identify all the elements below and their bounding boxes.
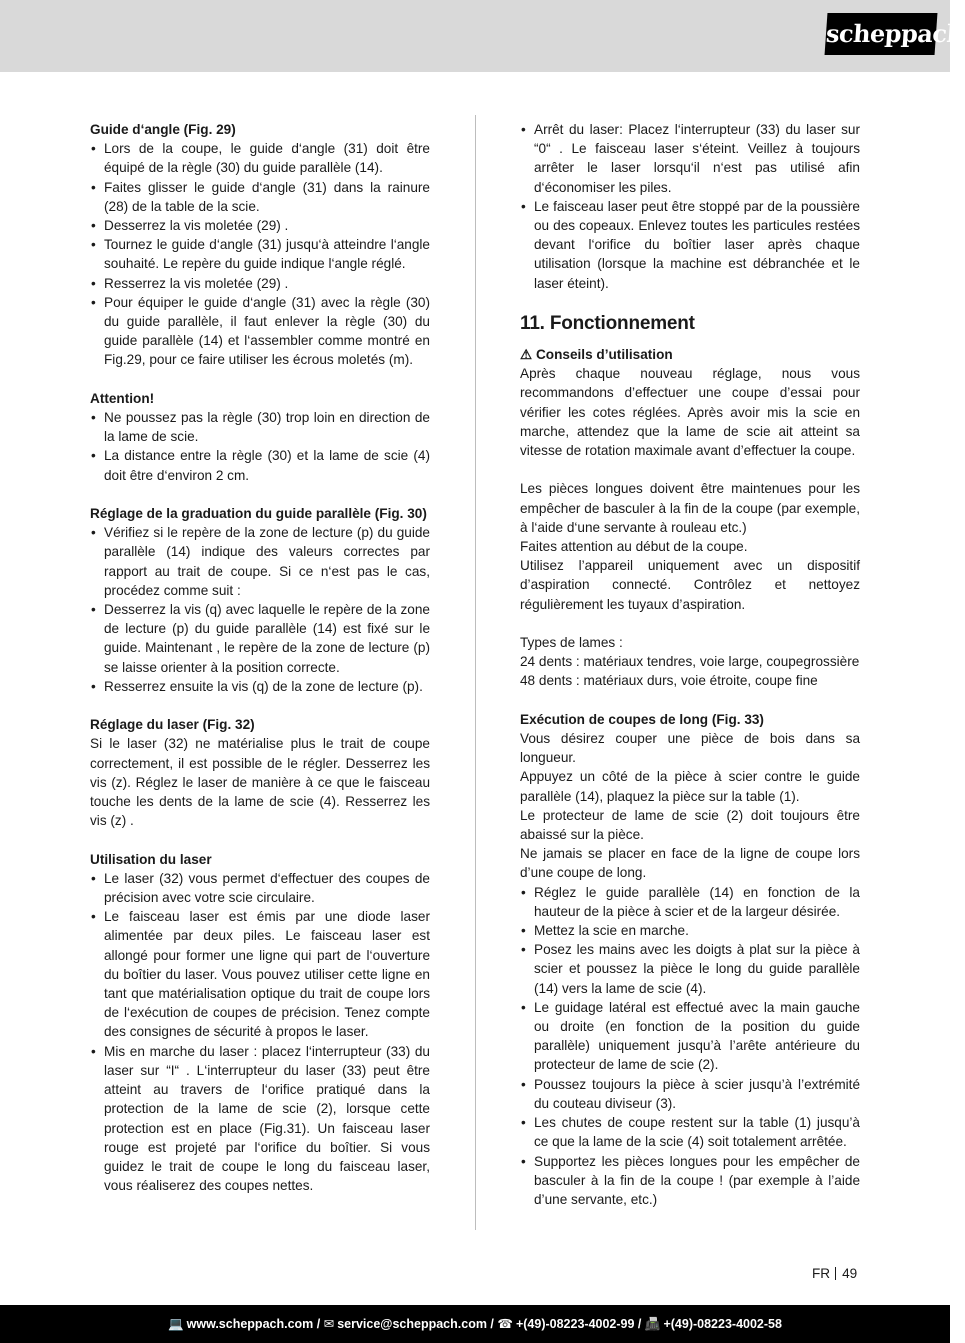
website-link[interactable]: www.scheppach.com	[186, 1317, 314, 1331]
page-number	[812, 1265, 857, 1283]
graduation-list	[90, 523, 430, 696]
blade-48-teeth: 48 dents : matériaux durs, voie étroite, coupe fine	[520, 673, 818, 689]
laser-adjust-text: Si le laser (32) ne matérialise plus le trait de coupe correctement, il est possible de le régler. Desserrez les vis (z). Réglez le laser de manière à ce que le faisceau touche les dents de la lame de scie (4). Resserrez les vis (z) .	[90, 736, 430, 829]
footer-bar	[0, 1305, 950, 1343]
angle-guide-list	[90, 139, 430, 369]
list-item: • Posez les mains avec les doigts à plat sur la pièce à scier et poussez la pièce le long du guide parallèle (14) vers la lame de scie (4).	[520, 940, 860, 998]
laser-adjust-heading: Réglage du laser (Fig. 32)	[90, 717, 255, 733]
laser-use-list	[90, 869, 430, 1195]
list-item: • Faites glisser le guide d‘angle (31) dans la rainure (28) de la table de la scie.	[90, 178, 430, 216]
page-number-value: 49	[842, 1266, 858, 1281]
list-item: • Vérifiez si le repère de la zone de lecture (p) du guide parallèle (14) indique des valeurs correctes par rapport au trait de coupe. Si ce n‘est pas le cas, procédez comme suit :	[90, 523, 430, 600]
list-item: • Tournez le guide d‘angle (31) jusqu‘à atteindre l‘angle souhaité. Le repère du guide indique l‘angle réglé.	[90, 235, 430, 273]
long-cut-heading: Exécution de coupes de long (Fig. 33)	[520, 711, 764, 727]
header-bar	[0, 0, 965, 72]
phone-icon: ☎	[497, 1317, 513, 1331]
separator: /	[313, 1317, 324, 1331]
list-item: • Le guidage latéral est effectué avec la main gauche ou droite (en fonction de la position du guide parallèle) uniquement jusqu’à l’arête antérieure du protecteur de lame de scie (2).	[520, 998, 860, 1075]
long-cut-text: Ne jamais se placer en face de la ligne de coupe lors d’une coupe de long.	[520, 846, 860, 881]
left-column	[90, 120, 430, 1195]
blade-24-teeth: 24 dents : matériaux tendres, voie large, coupegrossière	[520, 654, 860, 670]
blade-types-heading: Types de lames :	[520, 635, 623, 651]
list-item: • Lors de la coupe, le guide d‘angle (31) doit être équipé de la règle (30) du guide parallèle (14).	[90, 139, 430, 177]
language-code: FR	[812, 1266, 831, 1281]
warning-icon: ⚠	[520, 347, 533, 363]
long-cut-text: Vous désirez couper une pièce de bois dans sa longueur.	[520, 731, 860, 766]
fax-icon: 📠	[644, 1317, 661, 1331]
angle-guide-heading: Guide d‘angle (Fig. 29)	[90, 122, 236, 137]
list-item: • Le faisceau laser est émis par une diode laser alimentée par deux piles. Le faisceau laser est allongé pour former une ligne qui part de l‘ouverture du boîtier du laser. Vous pouvez utiliser cette ligne en tant que matérialisation optique du trait de coupe lors de l‘exécution de coupes de précision. Tenez compte des consignes de sécurité à propos le laser.	[90, 907, 430, 1041]
fax-number: +(49)-08223-4002-58	[663, 1317, 782, 1331]
list-item: • Resserrez la vis moletée (29) .	[90, 274, 430, 293]
list-item: • Desserrez la vis moletée (29) .	[90, 216, 430, 235]
laser-use-heading: Utilisation du laser	[90, 851, 212, 867]
separator: /	[634, 1317, 645, 1331]
laser-off-list	[520, 120, 860, 293]
graduation-heading: Réglage de la graduation du guide parallèle (Fig. 30)	[90, 506, 427, 522]
long-cut-list	[520, 883, 860, 1209]
list-item: • Le laser (32) vous permet d‘effectuer des coupes de précision avec votre scie circulaire.	[90, 869, 430, 907]
extraction-text: Utilisez l’appareil uniquement avec un dispositif d’aspiration connecté. Contrôlez et nettoyez régulièrement les tuyaux d’aspiration.	[520, 558, 860, 612]
list-item: • Poussez toujours la pièce à scier jusqu’à l’extrémité du couteau diviseur (3).	[520, 1075, 860, 1113]
long-pieces-text: Les pièces longues doivent être maintenues pour les empêcher de basculer à la fin de la coupe (par exemple, à l‘aide d‘une servante à rouleau etc.)	[520, 481, 860, 535]
long-cut-text: Le protecteur de lame de scie (2) doit toujours être abaissé sur la pièce.	[520, 807, 860, 843]
right-column	[520, 120, 860, 1209]
list-item: • La distance entre la règle (30) et la lame de scie (4) doit être d‘environ 2 cm.	[90, 446, 430, 484]
brand-logo: scheppach	[825, 13, 938, 55]
section-title: 11. Fonctionnement	[520, 313, 695, 335]
list-item: • Mettez la scie en marche.	[520, 921, 860, 940]
list-item: • Réglez le guide parallèle (14) en fonction de la hauteur de la pièce à scier et de la largeur désirée.	[520, 883, 860, 921]
column-divider	[475, 115, 476, 1230]
list-item: • Le faisceau laser peut être stoppé par de la poussière ou des copeaux. Enlevez toutes les particules restées devant l‘orifice du boîtier laser après chaque utilisation (lorsque la machine est débranchée et le laser éteint).	[520, 197, 860, 293]
list-item: • Desserrez la vis (q) avec laquelle le repère de la zone de lecture (p) du guide parallèle (14) est fixé sur le guide. Maintenant , le repère de la zone de lecture (p) se laisse orienter à la position correcte.	[90, 600, 430, 677]
mail-icon: ✉	[323, 1317, 335, 1331]
list-item: • Ne poussez pas la règle (30) trop loin en direction de la lame de scie.	[90, 408, 430, 446]
tips-text: Après chaque nouveau réglage, nous vous recommandons d’effectuer une coupe d’essai pour vérifier les cotes réglées. Après avoir mis la scie en marche, attendez que la lame de scie ait atteint sa vitesse de rotation maximale avant d’effectuer la coupe.	[520, 366, 860, 459]
email-link[interactable]: service@scheppach.com	[337, 1317, 487, 1331]
computer-icon: 💻	[168, 1317, 184, 1331]
long-cut-text: Appuyez un côté de la pièce à scier contre le guide parallèle (14), plaquez la pièce sur la table (1).	[520, 769, 860, 804]
list-item: • Resserrez ensuite la vis (q) de la zone de lecture (p).	[90, 677, 430, 696]
separator: /	[486, 1317, 498, 1331]
list-item: • Mis en marche du laser : placez l‘interrupteur (33) du laser sur “I“ . L‘interrupteur du laser (33) peut être atteint au travers de l‘orifice pratiqué dans la protection de la lame de scie (2), lorsque cette protection est en place (Fig.31). Un faisceau laser rouge est projeté par l‘orifice du boîtier. Si vous guidez le trait de coupe le long du faisceau laser, vous réaliserez des coupes nettes.	[90, 1042, 430, 1196]
phone-number: +(49)-08223-4002-99	[515, 1317, 635, 1331]
cut-start-text: Faites attention au début de la coupe.	[520, 539, 748, 555]
tips-heading-label: Conseils d’utilisation	[535, 347, 673, 363]
list-item: • Pour équiper le guide d‘angle (31) avec la règle (30) du guide parallèle, il faut enlever la règle (30) du guide parallèle (14) et l‘assembler comme montré en Fig.29, pour ce faire utiliser les écrous moletés (m).	[90, 293, 430, 370]
list-item: • Supportez les pièces longues pour les empêcher de basculer à la fin de la coupe ! (par exemple à l’aide d’une servante, etc.)	[520, 1152, 860, 1210]
list-item: • Arrêt du laser: Placez l‘interrupteur (33) du laser sur “0“ . Le faisceau laser s‘éteint. Veillez à toujours arrêter le laser lorsqu‘il n‘est pas utilisé afin d‘économiser les piles.	[520, 120, 860, 197]
attention-heading: Attention!	[90, 390, 155, 406]
attention-list	[90, 408, 430, 485]
list-item: • Les chutes de coupe restent sur la table (1) jusqu’à ce que la lame de la scie (4) soit totalement arrêtée.	[520, 1113, 860, 1151]
tips-heading	[520, 345, 860, 364]
